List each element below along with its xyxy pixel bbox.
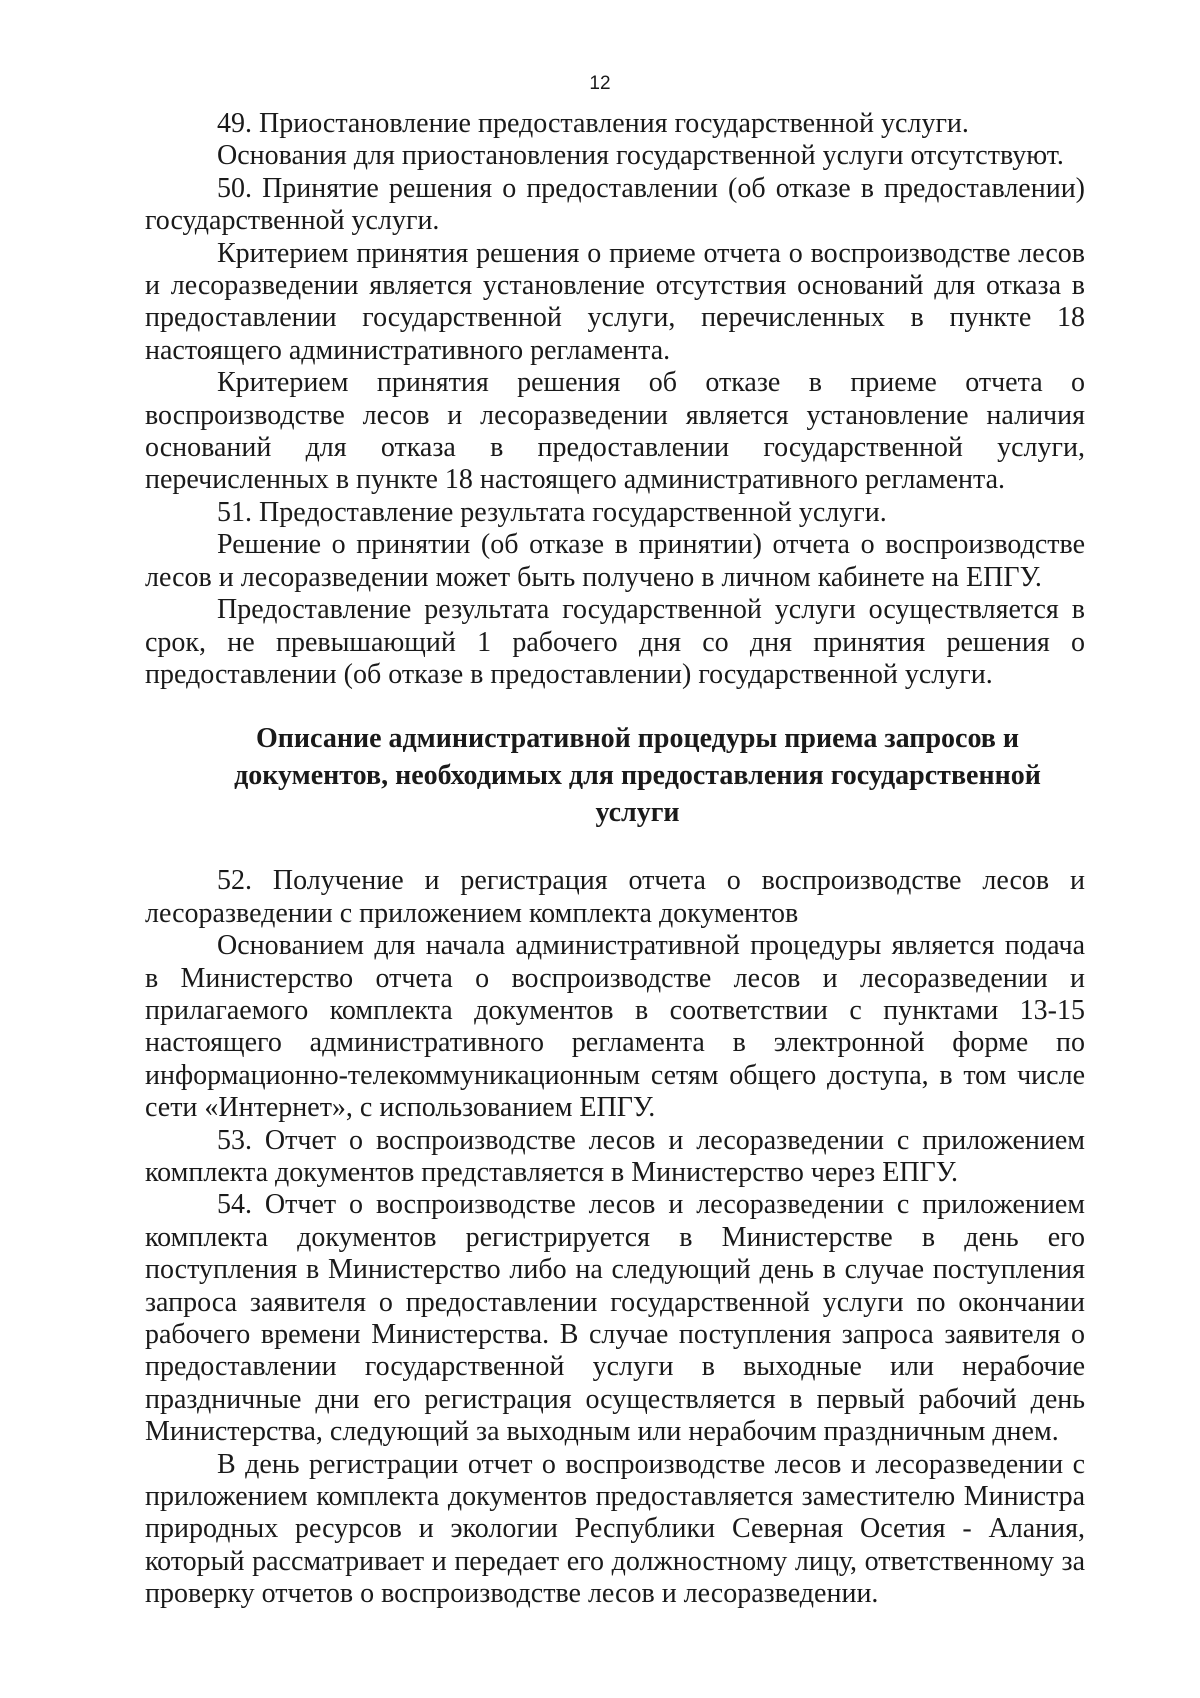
page-number: 12 (589, 73, 611, 94)
paragraph-51: 51. Предоставление результата государственной услуги. (217, 496, 887, 528)
paragraph-no-suspension: Основания для приостановления государственной услуги отсутствуют. (217, 140, 1064, 172)
paragraph-procedure-basis: Основанием для начала административной процедуры является подача в Министерство отчета о воспроизводстве лесов и лесоразведении и прилагаемого комплекта документов в соответствии с пунктами 13-15 настоящего административного регламента в электронной форме по информационно-телекоммуникационным сетям общего доступа, в том числе сети «Интернет», с использованием ЕПГУ. (145, 930, 1085, 1124)
paragraph-decision-epgu: Решение о принятии (об отказе в принятии) отчета о воспроизводстве лесов и лесоразведении может быть получено в личном кабинете на ЕПГУ. (145, 529, 1085, 593)
document-body (145, 108, 1085, 1611)
section-heading: Описание административной процедуры приема запросов и документов, необходимых для предоставления государственной услуги (234, 723, 1041, 829)
paragraph-result-term: Предоставление результата государственной услуги осуществляется в срок, не превышающий 1 рабочего дня со дня принятия решения о предоставлении (об отказе в предоставлении) государственной услуги. (145, 594, 1085, 690)
paragraph-acceptance-criterion: Критерием принятия решения о приеме отчета о воспроизводстве лесов и лесоразведении является установление отсутствия оснований для отказа в предоставлении государственной услуги, перечисленных в пункте 18 настоящего административного регламента. (145, 237, 1085, 366)
paragraph-registration-day: В день регистрации отчет о воспроизводстве лесов и лесоразведении с приложением комплекта документов предоставляется заместителю Министра природных ресурсов и экологии Республики Северная Осетия - Алания, который рассматривает и передает его должностному лицу, ответственному за проверку отчетов о воспроизводстве лесов и лесоразведении. (145, 1448, 1085, 1610)
paragraph-52: 52. Получение и регистрация отчета о воспроизводстве лесов и лесоразведении с приложением комплекта документов (145, 865, 1085, 929)
paragraph-refusal-criterion: Критерием принятия решения об отказе в приеме отчета о воспроизводстве лесов и лесоразведении является установление наличия оснований для отказа в предоставлении государственной услуги, перечисленных в пункте 18 настоящего административного регламента. (145, 367, 1085, 496)
paragraph-49: 49. Приостановление предоставления государственной услуги. (217, 108, 969, 139)
paragraph-50: 50. Принятие решения о предоставлении (об отказе в предоставлении) государственной услуги. (145, 172, 1085, 237)
paragraph-53: 53. Отчет о воспроизводстве лесов и лесоразведении с приложением комплекта документов представляется в Министерство через ЕПГУ. (145, 1124, 1085, 1188)
paragraph-54: 54. Отчет о воспроизводстве лесов и лесоразведении с приложением комплекта документов регистрируется в Министерстве в день его поступления в Министерство либо на следующий день в случае поступления запроса заявителя о предоставлении государственной услуги по окончании рабочего времени Министерства. В случае поступления запроса заявителя о предоставлении государственной услуги в выходные или нерабочие праздничные дни его регистрация осуществляется в первый рабочий день Министерства, следующий за выходным или нерабочим праздничным днем. (145, 1189, 1085, 1448)
